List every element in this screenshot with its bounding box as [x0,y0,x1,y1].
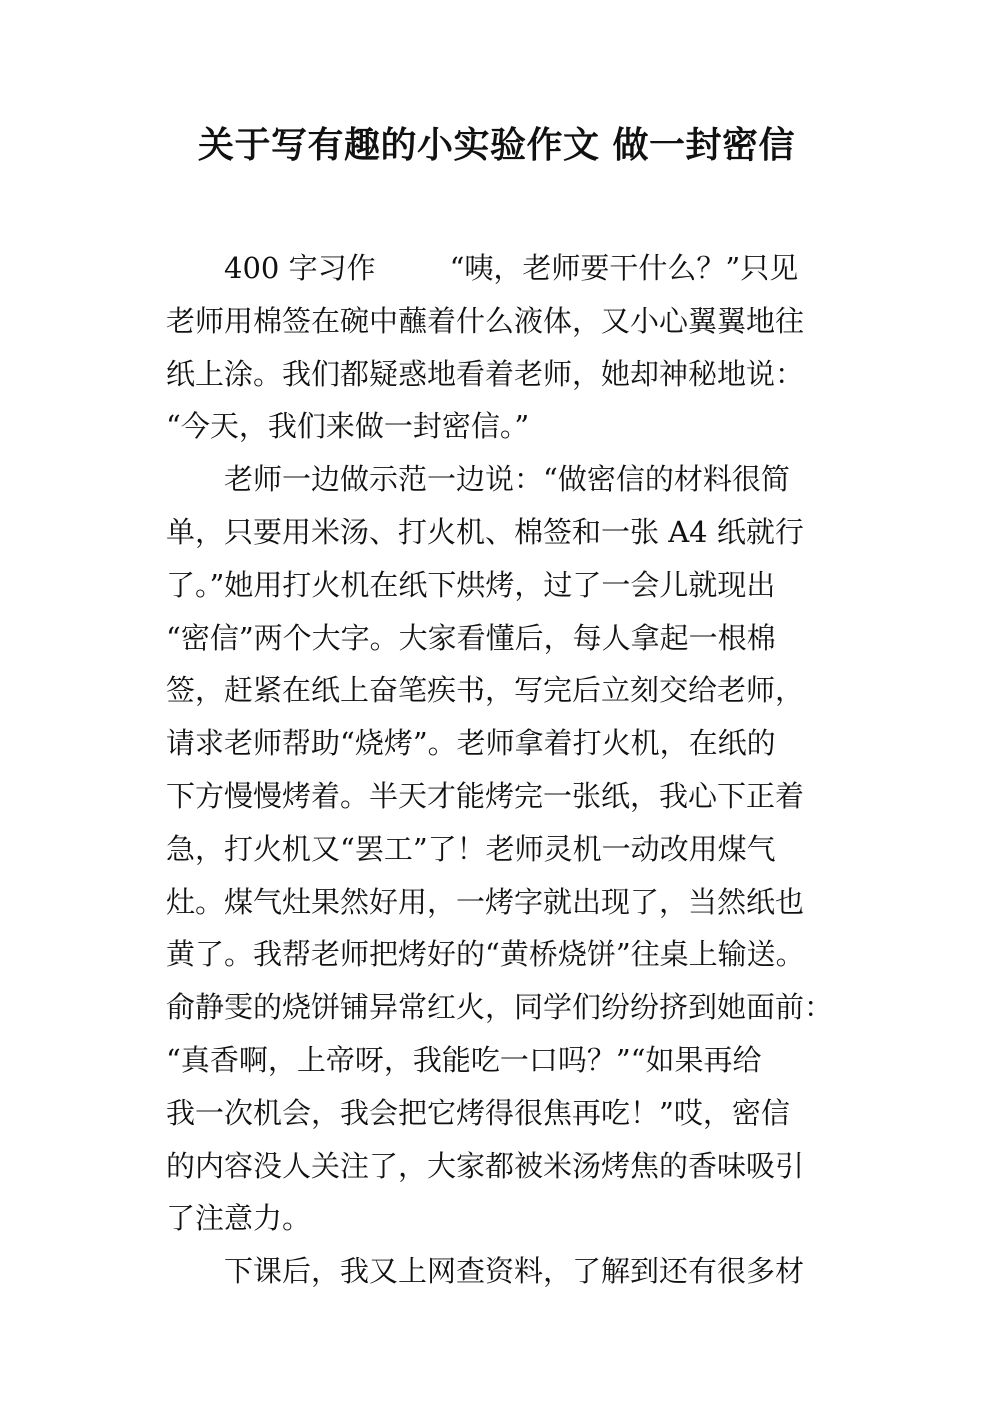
document-title: 关于写有趣的小实验作文 做一封密信 [197,125,796,166]
body-line: 灶。煤气灶果然好用，一烤字就出现了，当然纸也 [166,884,805,919]
body-line: 黄了。我帮老师把烤好的“黄桥烧饼”往桌上输送。 [166,937,805,972]
body-line: “密信”两个大字。大家看懂后，每人拿起一根棉 [166,620,776,655]
body-line: 老师用棉签在碗中蘸着什么液体，又小心翼翼地往 [166,303,805,338]
body-line: 老师一边做示范一边说：“做密信的材料很简 [224,462,790,497]
body-line: 下课后，我又上网查资料，了解到还有很多材 [224,1254,805,1289]
document-body [166,242,856,1298]
body-line: 单，只要用米汤、打火机、棉签和一张 A4 纸就行 [166,514,804,549]
body-line: 了注意力。 [166,1201,312,1236]
body-line: 签，赶紧在纸上奋笔疾书，写完后立刻交给老师， [166,673,805,708]
body-line: 了。”她用打火机在纸下烘烤，过了一会儿就现出 [166,567,776,602]
body-line: 纸上涂。我们都疑惑地看着老师，她却神秘地说： [166,356,805,391]
body-line: 请求老师帮助“烧烤”。老师拿着打火机，在纸的 [166,726,776,761]
line-text: “咦，老师要干什么？”只见 [449,251,799,285]
body-line: “今天，我们来做一封密信。” [166,409,530,444]
body-line: 我一次机会，我会把它烤得很焦再吃！”哎，密信 [166,1095,790,1130]
body-line: 的内容没人关注了，大家都被米汤烤焦的香味吸引 [166,1148,805,1183]
body-line: “真香啊，上帝呀，我能吃一口吗？”“如果再给 [166,1042,762,1077]
essay-label: 400 字习作 [224,251,376,285]
body-line: 俞静雯的烧饼铺异常红火，同学们纷纷挤到她面前： [166,990,834,1025]
body-line: 急，打火机又“罢工”了！老师灵机一动改用煤气 [166,831,776,866]
body-line [166,242,856,295]
body-line: 下方慢慢烤着。半天才能烤完一张纸，我心下正着 [166,778,805,813]
